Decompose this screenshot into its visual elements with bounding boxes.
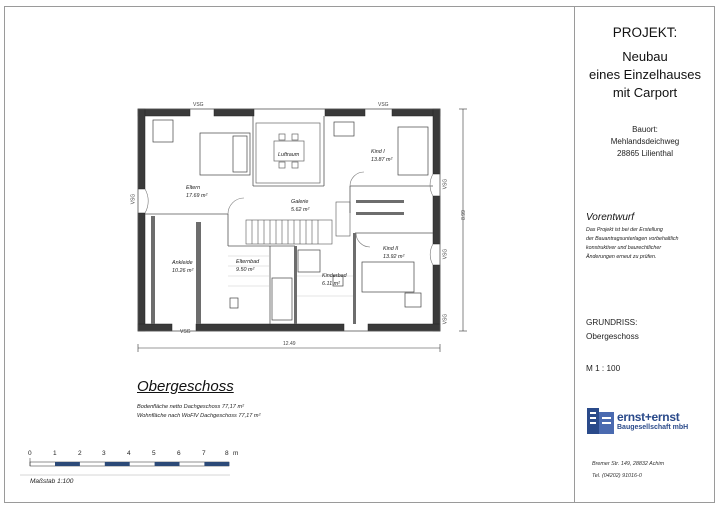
project-line: mit Carport <box>612 85 678 100</box>
location-label: Bauort: <box>632 125 658 134</box>
company-name: ernst+ernst <box>617 410 680 424</box>
company-logo-mark <box>587 408 614 434</box>
wall-top-right-a <box>325 109 365 116</box>
room-label: Galerie 5.62 m² <box>291 199 310 213</box>
plan-type-label: GRUNDRISS: <box>586 318 638 327</box>
draft-text-line: Das Projekt ist bei der Erstellung <box>586 227 663 233</box>
draft-text-line: der Bauantragsunterlagen vorbehaltlich <box>586 236 679 242</box>
wall-left-bottom <box>138 213 145 331</box>
wall-right-mid <box>433 196 440 244</box>
draft-text-line: konstruktiver und baurechtlicher <box>586 245 662 251</box>
window-tag: VSG <box>180 329 191 335</box>
armchair <box>153 120 173 142</box>
scale-tick: 4 <box>127 450 131 457</box>
desk-child-2 <box>405 293 421 307</box>
scale-tick: 5 <box>152 450 156 457</box>
room-label: Kinderbad 6.11 m² <box>322 273 347 287</box>
wall-top-left <box>138 109 190 116</box>
scale-tick: 1 <box>53 450 57 457</box>
floor-area-wofiv: Wohnfläche nach WoFlV Dachgeschoss 77,17 m² <box>137 413 261 419</box>
company-subtitle: Baugesellschaft mbH <box>617 424 689 431</box>
wall-right-top <box>433 109 440 174</box>
window-tag: VSG <box>442 248 449 260</box>
wall-bottom-right <box>368 324 440 331</box>
draft-text-line: Änderungen erneut zu prüfen. <box>586 254 657 260</box>
location-street: Mehlandsdeichweg <box>610 137 680 146</box>
window-tag: VSG <box>442 178 449 190</box>
floor-title: Obergeschoss <box>137 378 234 395</box>
project-line: Neubau <box>622 49 668 64</box>
room-label: Elternbad 9.50 m² <box>236 259 260 273</box>
scale-tick: 0 <box>28 450 32 457</box>
project-heading: PROJEKT: <box>612 25 678 40</box>
draft-title: Vorentwurf <box>586 212 634 223</box>
floor-area-netto: Bodenfläche netto Dachgeschoss 77,17 m² <box>137 404 244 410</box>
scale-tick: 2 <box>78 450 82 457</box>
window-tag: VSG <box>130 193 137 205</box>
wall-bottom-left <box>138 324 172 331</box>
wall-top-mid <box>214 109 254 116</box>
wall-right-bottom <box>433 265 440 331</box>
wall-left-top <box>138 109 145 189</box>
window-tag: VSG <box>378 102 389 108</box>
plan-scale: M 1 : 100 <box>586 364 621 373</box>
scale-tick: 8 <box>225 450 229 457</box>
wall-bottom-mid <box>196 324 344 331</box>
bed-child-2 <box>362 262 414 292</box>
scale-tick: 6 <box>177 450 181 457</box>
desk-child-1 <box>334 122 354 136</box>
location-city: 28865 Lilienthal <box>616 149 674 158</box>
scale-tick: 3 <box>102 450 106 457</box>
company-phone: Tel. (04202) 91016-0 <box>592 473 642 479</box>
window-tag: VSG <box>442 313 449 325</box>
room-label: Luftraum <box>278 152 300 158</box>
scale-tick: 7 <box>202 450 206 457</box>
room-label: Kind II 13.92 m² <box>383 246 405 260</box>
scale-unit: m <box>233 450 239 457</box>
window-tag: VSG <box>193 102 204 108</box>
scale-bar <box>20 458 230 475</box>
scale-caption: Maßstab 1:100 <box>30 478 74 485</box>
bathtub <box>272 278 292 320</box>
bed-child-1 <box>398 127 428 175</box>
room-label: Eltern 17.69 m² <box>186 185 208 199</box>
plan-type-value: Obergeschoss <box>586 332 639 341</box>
project-line: eines Einzelhauses <box>588 67 702 82</box>
room-label: Kind I 13.87 m² <box>371 149 393 163</box>
room-label: Ankleide 10.26 m² <box>172 260 194 274</box>
dimension-width: 12.49 <box>283 341 296 347</box>
company-address: Bremer Str. 149, 28832 Achim <box>592 461 665 467</box>
dimension-depth: 8.99 <box>460 210 467 220</box>
shower <box>298 250 320 272</box>
